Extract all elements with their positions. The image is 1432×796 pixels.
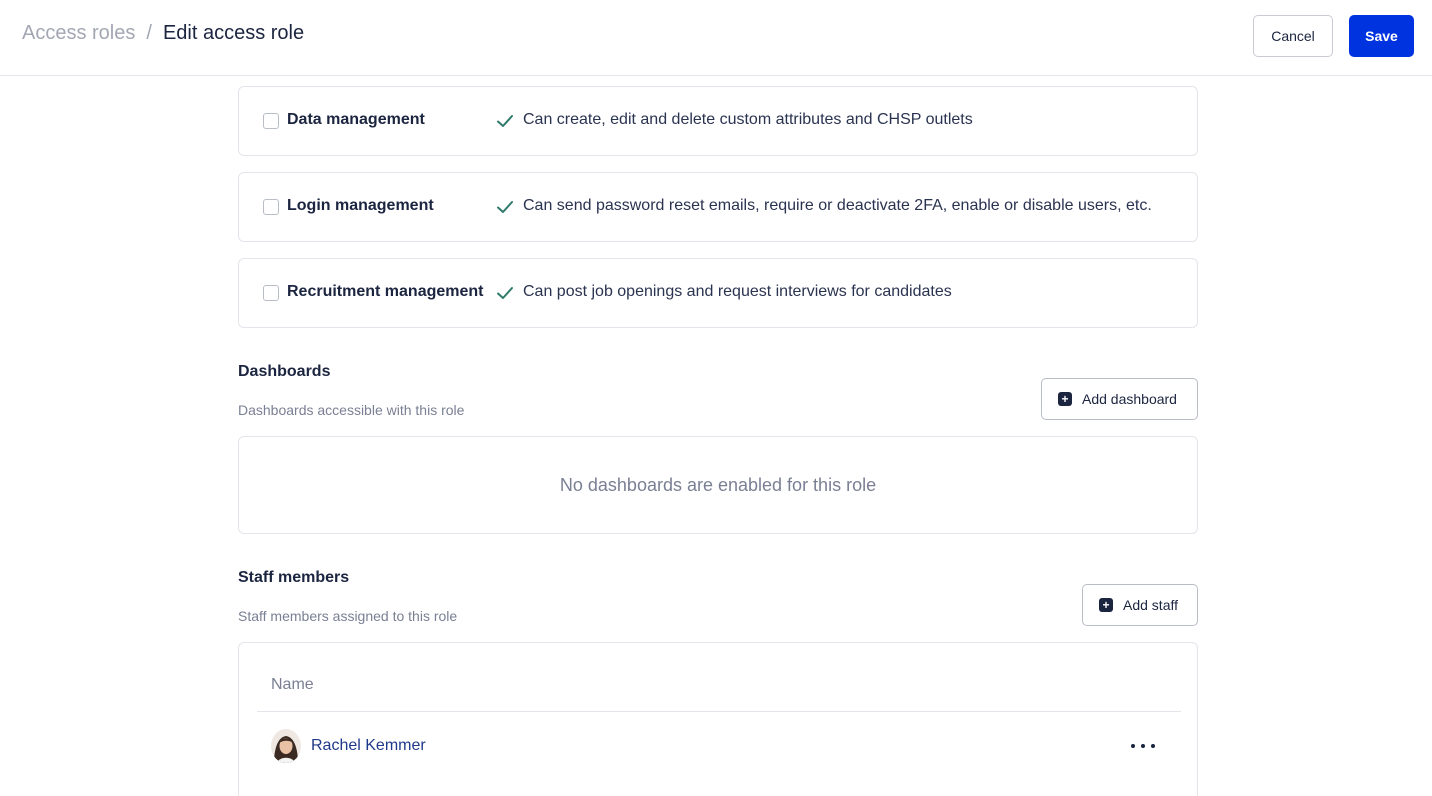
add-dashboard-label: Add dashboard <box>1082 391 1177 407</box>
permission-title: Data management <box>287 111 425 128</box>
save-button[interactable]: Save <box>1349 15 1414 57</box>
permission-card-recruitment-management <box>238 258 1198 328</box>
permission-checkbox[interactable] <box>263 113 279 129</box>
add-staff-button[interactable] <box>1082 584 1198 626</box>
dot <box>1151 744 1155 748</box>
staff-name-link[interactable]: Rachel Kemmer <box>311 737 426 754</box>
permission-card-login-management <box>238 172 1198 242</box>
dashboards-title: Dashboards <box>238 363 331 380</box>
breadcrumb-separator: / <box>146 22 152 44</box>
check-icon <box>496 198 514 216</box>
staff-table <box>238 642 1198 796</box>
permission-title: Recruitment management <box>287 283 484 300</box>
breadcrumb <box>22 22 304 45</box>
check-icon <box>496 112 514 130</box>
permission-title: Login management <box>287 197 434 214</box>
more-options-icon[interactable] <box>1131 739 1155 753</box>
staff-members-subtitle: Staff members assigned to this role <box>238 608 458 624</box>
permission-description: Can send password reset emails, require or deactivate 2FA, enable or disable users, etc. <box>523 197 1152 214</box>
empty-state-text: No dashboards are enabled for this role <box>559 474 877 495</box>
cancel-button[interactable]: Cancel <box>1253 15 1333 57</box>
plus-square-icon: + <box>1058 392 1072 406</box>
plus-square-icon: + <box>1099 598 1113 612</box>
page-title: Edit access role <box>162 22 305 44</box>
add-dashboard-button[interactable] <box>1041 378 1198 420</box>
top-bar <box>0 0 1432 76</box>
permission-checkbox[interactable] <box>263 199 279 215</box>
add-staff-label: Add staff <box>1123 597 1179 613</box>
dot <box>1131 744 1135 748</box>
divider <box>257 711 1181 712</box>
staff-members-title: Staff members <box>238 569 350 586</box>
column-header-name[interactable]: Name <box>271 676 314 693</box>
permission-description: Can create, edit and delete custom attributes and CHSP outlets <box>523 111 973 128</box>
dashboards-subtitle: Dashboards accessible with this role <box>238 402 465 418</box>
check-icon <box>496 284 514 302</box>
permission-card-data-management <box>238 86 1198 156</box>
breadcrumb-access-roles[interactable]: Access roles <box>22 22 136 44</box>
dashboards-empty-state <box>238 436 1198 534</box>
avatar[interactable] <box>271 729 301 763</box>
permission-checkbox[interactable] <box>263 285 279 301</box>
permission-description: Can post job openings and request interviews for candidates <box>523 283 952 300</box>
dot <box>1141 744 1145 748</box>
